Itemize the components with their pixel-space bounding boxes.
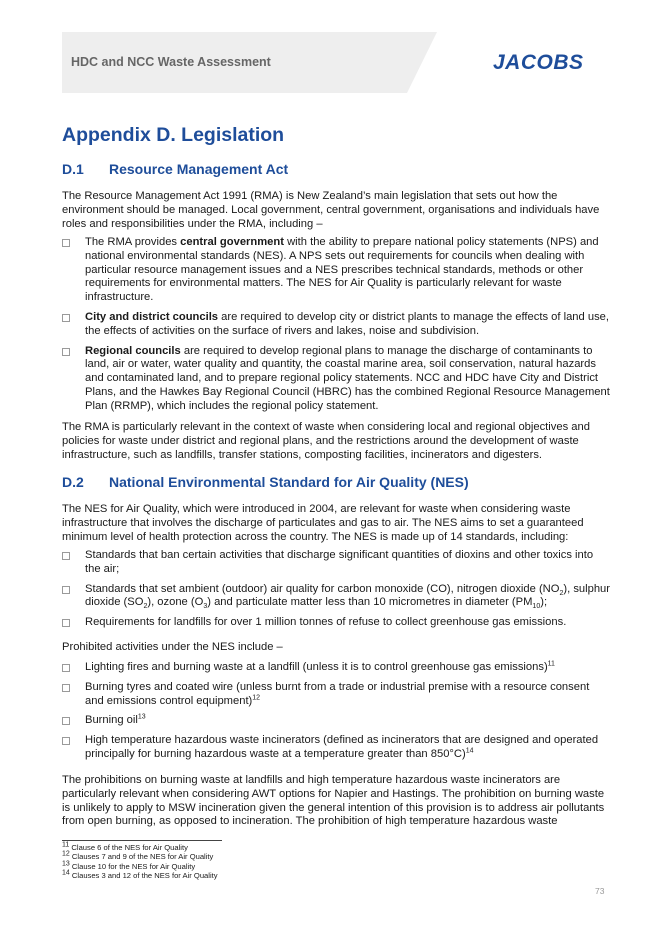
footnote: $^{13}$ Clause 10 for the NES for Air Quality: [62, 860, 196, 871]
list-item: Standards that ban certain activities that discharge significant quantities of dioxins and other toxics into the air;: [62, 549, 610, 577]
bullet-box-icon: [62, 314, 70, 322]
section-number: D.2: [62, 474, 84, 490]
list-item: Standards that set ambient (outdoor) air quality for carbon monoxide (CO), nitrogen dioxide $(NO_2)$, sulphur dioxide $(SO_2)$, ozone $(O_3)$ and particulate matter less than 10 micrometres in diameter $(PM_{10})$;: [62, 583, 610, 611]
rma-intro-paragraph: The Resource Management Act 1991 (RMA) is New Zealand’s main legislation that sets out how the environment should be managed. Local government, central government, organisations and individuals have roles and responsibilities under the RMA, including –: [62, 190, 600, 230]
list-item: High temperature hazardous waste incinerators (defined as incinerators that are designed and operated principally for burning hazardous waste at a temperature greater than 850°C)$^{14}$: [62, 734, 610, 762]
jacobs-logo: JACOBS: [493, 51, 584, 74]
appendix-title: Appendix D. Legislation: [62, 124, 285, 146]
bullet-box-icon: [62, 586, 70, 594]
footnote: $^{14}$ Clauses 3 and 12 of the NES for Air Quality: [62, 869, 218, 881]
bullet-box-icon: [62, 348, 70, 356]
list-item: Lighting fires and burning waste at a landfill (unless it is to control greenhouse gas emissions)$^{11}$: [62, 661, 610, 675]
prohibited-intro-paragraph: Prohibited activities under the NES include –: [62, 641, 283, 653]
footnote: $^{11}$ Clause 6 of the NES for Air Quality: [62, 841, 188, 852]
footnote: $^{12}$ Clauses 7 and 9 of the NES for Air Quality: [62, 850, 214, 862]
list-item: The RMA provides central government with the ability to prepare national policy statements (NPS) and national environmental standards (NES). A NPS sets out requirements for councils when dealing with particular resource management issues and a NES prescribes technical standards, methods or other requirements for environmental matters. The NES for Air Quality is particularly relevant for waste infrastructure.: [62, 236, 610, 305]
footnote-ref: 14: [465, 747, 474, 755]
bullet-box-icon: [62, 552, 70, 560]
list-item: Requirements for landfills for over 1 million tonnes of refuse to collect greenhouse gas emissions.: [62, 616, 610, 630]
list-item: Burning tyres and coated wire (unless burnt from a trade or industrial premise with a resource consent and emissions control equipment)$^{12}$: [62, 681, 610, 709]
bullet-box-icon: [62, 664, 70, 672]
rma-bullet-list: [62, 236, 610, 414]
nes-standards-list: [62, 549, 610, 630]
list-item: Regional councils are required to develop regional plans to manage the discharge of contaminants to land, air or water, water quality and quantity, the coastal marine area, soil conservation, natural hazards and contaminated land, and to prepare regional policy statements. NCC and HDC have City and District Plans, and the Hawkes Bay Regional Council (HBRC) has the combined Regional Resource Management Plan (RRMP), which includes the regional policy statement.: [62, 345, 610, 414]
prohibited-activities-list: [62, 661, 610, 762]
nes-closing-paragraph: The prohibitions on burning waste at landfills and high temperature hazardous waste incinerators are particularly relevant when considering AWT options for Napier and Hastings. The prohibition on burning waste is unlikely to apply to MSW incineration given the general intention of this provision is to address air pollutants from open burning, as opposed to incineration. The prohibition of high temperature hazardous waste: [62, 774, 605, 828]
footnote-ref: 12: [252, 693, 261, 701]
document-header-title: HDC and NCC Waste Assessment: [71, 55, 271, 69]
section-number: D.1: [62, 161, 84, 177]
footnotes-list: [62, 843, 218, 881]
page-number: 73: [595, 886, 605, 896]
nes-intro-paragraph: The NES for Air Quality, which were introduced in 2004, are relevant for waste when considering waste infrastructure that involves the discharge of particulates and gas to air. The NES aims to set a guaranteed minimum level of health protection across the country. The NES is made up of 14 standards, including:: [62, 503, 584, 543]
bullet-box-icon: [62, 717, 70, 725]
section-heading-d1: [62, 161, 288, 177]
rma-closing-paragraph: The RMA is particularly relevant in the context of waste when considering local and regional objectives and policies for waste under district and regional plans, and the restrictions around the development of waste infrastructure, such as landfills, transfer stations, composting facilities, incinerators and digesters.: [62, 421, 590, 461]
list-item: City and district councils are required to develop city or district plants to manage the effects of land use, the effects of activities on the surface of rivers and lakes, noise and subdivision.: [62, 311, 610, 339]
section-title: Resource Management Act: [109, 161, 289, 177]
footnote-divider: [62, 840, 222, 841]
bullet-box-icon: [62, 684, 70, 692]
bullet-box-icon: [62, 619, 70, 627]
bullet-box-icon: [62, 737, 70, 745]
list-item: Burning oil$^{13}$: [62, 714, 610, 728]
section-heading-d2: [62, 474, 469, 490]
section-title: National Environmental Standard for Air Quality (NES): [109, 474, 469, 490]
footnote-ref: 11: [547, 660, 555, 668]
bullet-box-icon: [62, 239, 70, 247]
footnote-ref: 13: [137, 713, 146, 721]
